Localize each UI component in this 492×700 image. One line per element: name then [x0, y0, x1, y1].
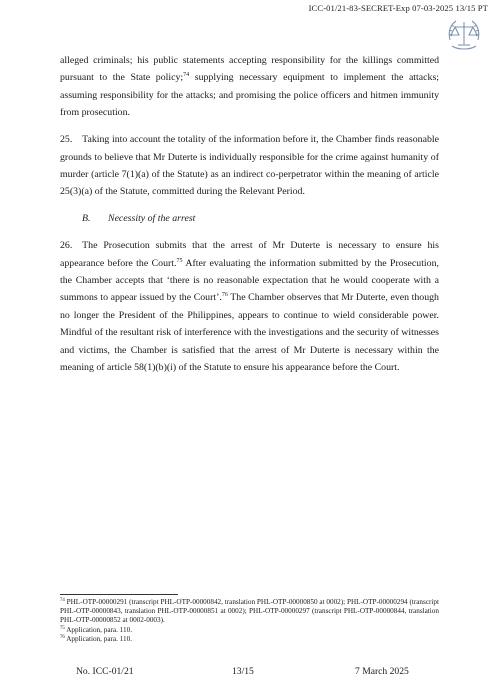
footnote-item: $^{75}$ Application, para. 110.: [60, 625, 132, 634]
footnote-divider: [60, 594, 178, 595]
footnote-item: $^{76}$ Application, para. 110.: [60, 634, 132, 643]
paragraph-25: 25. Taking into account the totality of the information before it, the Chamber finds reasonable grounds to believe that Mr Duterte is individually responsible for the crime against humanity of murder (article 7(1)(a) of the Statute) as an indirect co-perpetrator within the meaning of article 25(3)(a) of the Statute, committed during the Relevant Period.: [60, 134, 439, 198]
section-heading: [60, 210, 439, 227]
section-letter: B.: [82, 213, 91, 225]
footnote-number: 76: [60, 634, 65, 640]
footnotes: [60, 598, 439, 644]
page-number: 13/15: [232, 666, 254, 677]
document-date: 7 March 2025: [355, 666, 409, 677]
document-reference-header: ICC-01/21-83-SECRET-Exp 07-03-2025 13/15 PT: [308, 3, 488, 13]
footnote-marker[interactable]: 76: [221, 292, 228, 299]
paragraph-26: 26. The Prosecution submits that the arrest of Mr Duterte is necessary to ensure his appearance before the Court.$^{75}$ After evaluating the information submitted by the Prosecution, the Chamber accepts that ‘there is no reasonable expectation that he would cooperate with a summons to appear issued by the Court’.$^{76}$ The Chamber observes that Mr Duterte, even though no longer the President of the Philippines, appears to continue to wield considerable power. Mindful of the resultant risk of interference with the investigations and the security of witnesses and victims, the Chamber is satisfied that the arrest of Mr Duterte is necessary within the meaning of article 58(1)(b)(i) of the Statute to ensure his appearance before the Court.: [60, 240, 439, 373]
case-number: No. ICC-01/21: [76, 666, 134, 677]
footnote-item: $^{74}$ PHL-OTP-00000291 (transcript PHL-OTP-00000842, translation PHL-OTP-00000850 at 0002); PHL-OTP-00000294 (transcript PHL-OTP-00000843, translation PHL-OTP-00000851 at 0002); PHL-OTP-00000297 (transcript PHL-OTP-00000844, translation PHL-OTP-00000852 at 0002-0003).: [60, 598, 439, 625]
footnote-marker[interactable]: 74: [183, 72, 190, 79]
icc-seal-icon: [444, 16, 484, 54]
section-title: Necessity of the arrest: [108, 213, 196, 225]
paragraph-continuation: alleged criminals; his public statements accepting responsibility for the killings committed pursuant to the State policy;$^{74}$ supplying necessary equipment to implement the attacks; assuming responsibility for the attacks; and promising the police officers and hitmen immunity from prosecution.: [60, 55, 440, 119]
judgment-body: [60, 52, 439, 386]
footnote-marker[interactable]: 75: [176, 257, 183, 264]
footnote-number: 74: [60, 598, 65, 603]
footnote-number: 75: [60, 625, 65, 631]
